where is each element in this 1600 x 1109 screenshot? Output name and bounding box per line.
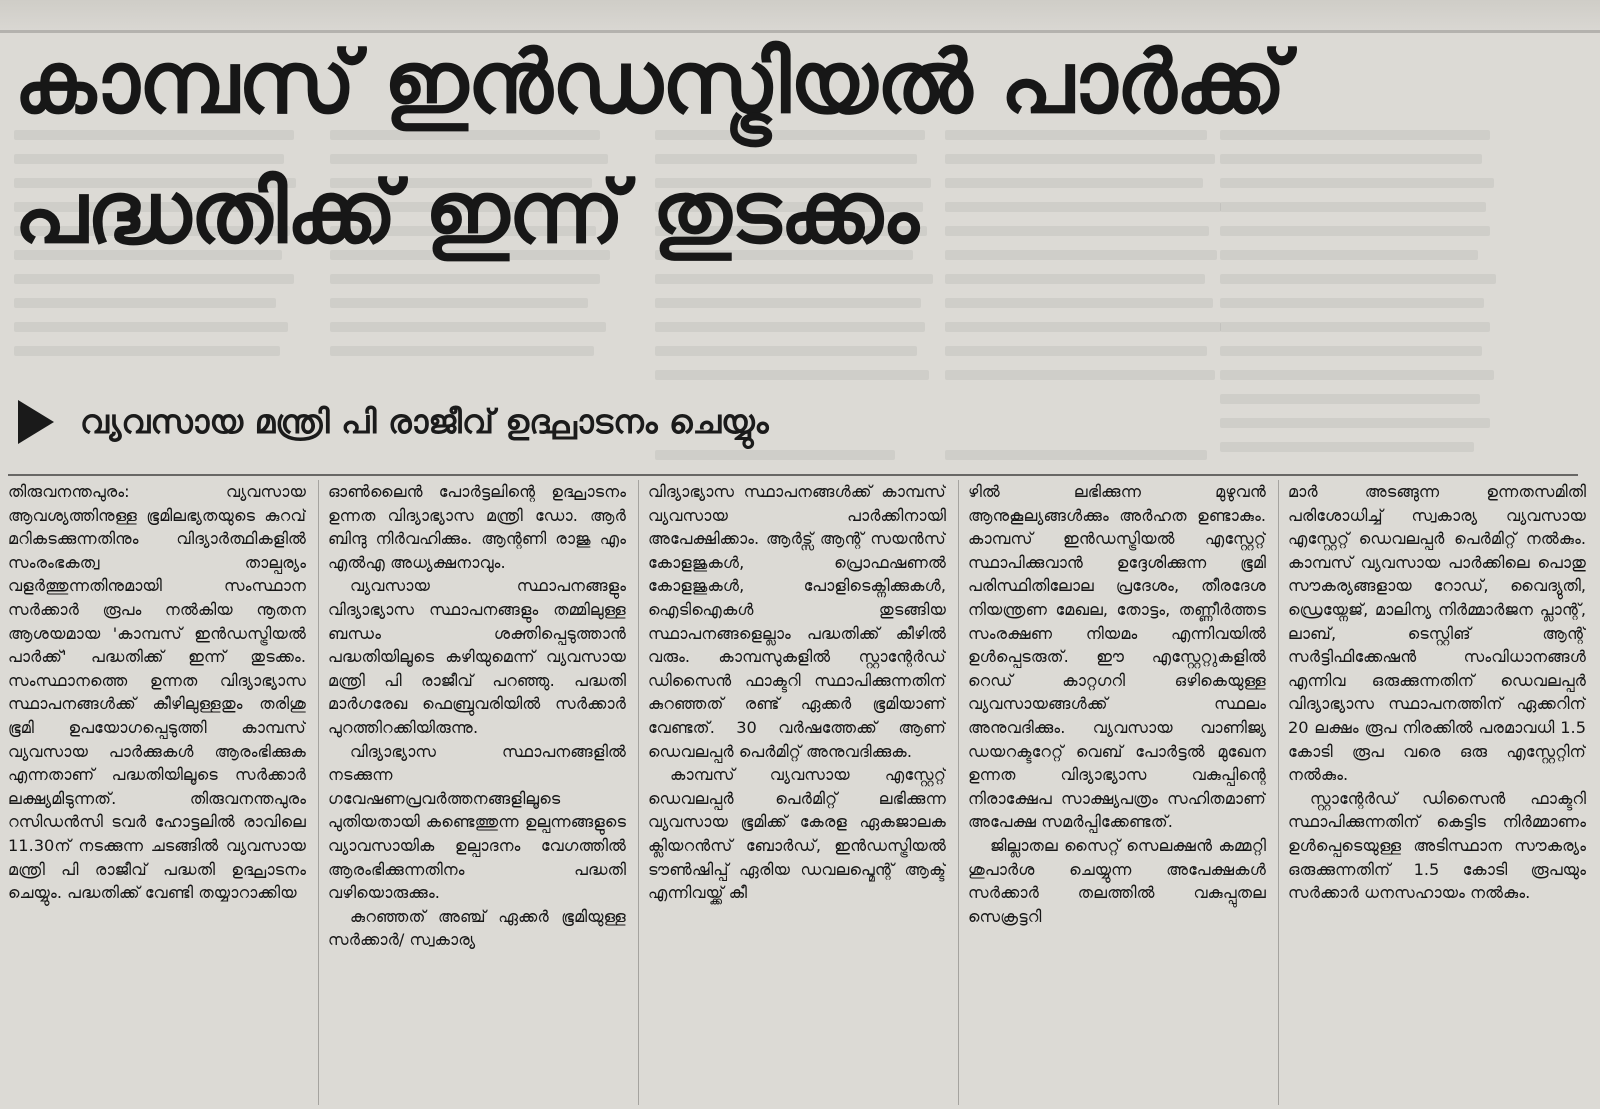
paragraph: വിദ്യാഭ്യാസ സ്ഥാപനങ്ങൾക്ക് കാമ്പസ് വ്യവസായ പാർക്കിനായി അപേക്ഷിക്കാം. ആർട്സ് ആന്റ് സയൻസ് കോളജുകൾ, പ്രൊഫഷണൽ കോളജുകൾ, പോളിടെക്നിക്കുകൾ, ഐടിഐകൾ തുടങ്ങിയ സ്ഥാപനങ്ങളെല്ലാം പദ്ധതിക്ക് കീഴിൽ വരും. കാമ്പസുകളിൽ സ്റ്റാന്റേർഡ് ഡിസൈൻ ഫാക്ടറി സ്ഥാപിക്കുന്നതിന് കുറഞ്ഞത് രണ്ട് ഏക്കർ ഭൂമിയാണ് വേണ്ടത്. 30 വർഷത്തേക്ക് ആണ് ഡെവലപ്പർ പെർമിറ്റ് അനുവദിക്കുക.: [648, 482, 946, 761]
article-column-1: [8, 480, 306, 1105]
column-separator: [958, 480, 959, 1105]
paragraph: കുറഞ്ഞത് അഞ്ച് ഏക്കർ ഭൂമിയുള്ള സർക്കാർ/ സ്വകാര്യ: [328, 906, 626, 950]
subheadline: [18, 392, 769, 452]
paragraph: വിദ്യാഭ്യാസ സ്ഥാപനങ്ങളിൽ നടക്കുന്ന ഗവേഷണപ്രവർത്തനങ്ങളിലൂടെ പുതിയതായി കണ്ടെത്തുന്ന ഉല്പന്നങ്ങളുടെ വ്യാവസായിക ഉല്പാദനം വേഗത്തിൽ ആരംഭിക്കുന്നതിനം പദ്ധതി വഴിയൊരുക്കും.: [328, 741, 626, 903]
subheadline-text: വ്യവസായ മന്ത്രി പി രാജീവ് ഉദ്ഘാടനം ചെയ്യും: [80, 402, 769, 441]
article-column-5: [1288, 480, 1586, 1105]
paragraph: വ്യവസായ സ്ഥാപനങ്ങളും വിദ്യാഭ്യാസ സ്ഥാപനങ്ങളും തമ്മിലുള്ള ബന്ധം ശക്തിപ്പെടുത്താൻ പദ്ധതിയിലൂടെ കഴിയുമെന്ന് വ്യവസായ മന്ത്രി പി രാജീവ് പറഞ്ഞു. പദ്ധതി മാർഗരേഖ ഫെബ്രുവരിയിൽ സർക്കാർ പുറത്തിറക്കിയിരുന്നു.: [328, 576, 626, 737]
article-body: [8, 480, 1588, 1105]
article-column-3: [648, 480, 946, 1105]
column-separator: [638, 480, 639, 1105]
paragraph: കാമ്പസ് വ്യവസായ എസ്റ്റേറ്റ് ഡെവലപ്പർ പെർമിറ്റ് ലഭിക്കുന്ന വ്യവസായ ഭൂമിക്ക് കേരള ഏകജാലക ക്ലിയറൻസ് ബോർഡ്, ഇൻഡസ്ട്രിയൽ ടൗൺഷിപ്പ് ഏരിയ ഡവലപ്മെന്റ് ആക്ട് എന്നിവയ്ക്ക് കീ: [648, 765, 946, 903]
article-column-4: [968, 480, 1266, 1105]
page-top-strip: [0, 0, 1600, 30]
triangle-bullet-icon: [18, 400, 54, 444]
paragraph: ഓൺലൈൻ പോർട്ടലിന്റെ ഉദ്ഘാടനം ഉന്നത വിദ്യാഭ്യാസ മന്ത്രി ഡോ. ആർ ബിന്ദു നിർവഹിക്കും. ആന്റണി രാജു എം എൽഎ അധ്യക്ഷനാവും.: [328, 482, 626, 572]
headline: [14, 30, 1514, 266]
paragraph: ഴിൽ ലഭിക്കുന്ന മുഴുവൻ ആനുകൂല്യങ്ങൾക്കും അർഹത ഉണ്ടാകും. കാമ്പസ് ഇൻഡസ്ട്രിയൽ എസ്റ്റേറ്റ് സ്ഥാപിക്കുവാൻ ഉദ്ദേശിക്കുന്ന ഭൂമി പരിസ്ഥിതിലോല പ്രദേശം, തീരദേശ നിയന്ത്രണ മേഖല, തോട്ടം, തണ്ണീർത്തട സംരക്ഷണ നിയമം എന്നിവയിൽ ഉൾപ്പെടരുത്. ഈ എസ്റ്റേറ്റുകളിൽ റെഡ് കാറ്റഗറി ഒഴികെയുള്ള വ്യവസായങ്ങൾക്ക് സ്ഥലം അനുവദിക്കും. വ്യവസായ വാണിജ്യ ഡയറക്ടറേറ്റ് വെബ് പോർട്ടൽ മുഖേന ഉന്നത വിദ്യാഭ്യാസ വകുപ്പിന്റെ നിരാക്ഷേപ സാക്ഷ്യപത്രം സഹിതമാണ് അപേക്ഷ സമർപ്പിക്കേണ്ടത്.: [968, 482, 1266, 832]
paragraph: സ്റ്റാന്റേർഡ് ഡിസൈൻ ഫാക്ടറി സ്ഥാപിക്കുന്നതിന് കെട്ടിട നിർമ്മാണം ഉൾപ്പെടെയുള്ള അടിസ്ഥാന സൗകര്യം ഒരുക്കുന്നതിന് 1.5 കോടി രൂപയും സർക്കാർ ധനസഹായം നൽകും.: [1288, 788, 1586, 903]
column-separator: [318, 480, 319, 1105]
headline-line-2: പദ്ധതിക്ക് ഇന്ന് തുടക്കം: [14, 163, 918, 263]
column-separator: [1278, 480, 1279, 1105]
paragraph: മാർ അടങ്ങുന്ന ഉന്നതസമിതി പരിശോധിച്ച് സ്വകാര്യ വ്യവസായ എസ്റ്റേറ്റ് ഡെവലപ്പർ പെർമിറ്റ് നൽകും. കാമ്പസ് വ്യവസായ പാർക്കിലെ പൊതു സൗകര്യങ്ങളായ റോഡ്, വൈദ്യുതി, ഡ്രെയ്നേജ്, മാലിന്യ നിർമ്മാർജന പ്ലാന്റ്, ലാബ്, ടെസ്റ്റിങ് ആന്റ് സർട്ടിഫിക്കേഷൻ സംവിധാനങ്ങൾ എന്നിവ ഒരുക്കുന്നതിന് ഡെവലപ്പർ വിദ്യാഭ്യാസ സ്ഥാപനത്തിന് ഏക്കറിന് 20 ലക്ഷം രൂപ നിരക്കിൽ പരമാവധി 1.5 കോടി രൂപ വരെ ഒരു എസ്റ്റേറ്റിന് നൽകും.: [1288, 482, 1586, 785]
headline-line-1: കാമ്പസ് ഇൻഡസ്ട്രിയൽ പാർക്ക്: [14, 33, 1285, 133]
article-column-2: [328, 480, 626, 1105]
paragraph: ജില്ലാതല സൈറ്റ് സെലക്ഷൻ കമ്മറ്റി ശുപാർശ ചെയ്യുന്ന അപേക്ഷകൾ സർക്കാർ തലത്തിൽ വകുപ്പുതല സെക്രട്ടറി: [968, 835, 1266, 926]
section-divider: [8, 474, 1578, 476]
paragraph: തിരുവനന്തപുരം: വ്യവസായ ആവശ്യത്തിനുള്ള ഭൂമിലഭ്യതയുടെ കുറവ് മറികടക്കുന്നതിനും വിദ്യാർത്ഥികളിൽ സംരംഭകത്വ താല്പര്യം വളർത്തുന്നതിനുമായി സംസ്ഥാന സർക്കാർ രൂപം നൽകിയ നൂതന ആശയമായ 'കാമ്പസ് ഇൻഡസ്ട്രിയൽ പാർക്ക്' പദ്ധതിക്ക് ഇന്ന് തുടക്കം. സംസ്ഥാനത്തെ ഉന്നത വിദ്യാഭ്യാസ സ്ഥാപനങ്ങൾക്ക് കീഴിലുള്ളതും തരിശു ഭൂമി ഉപയോഗപ്പെടുത്തി കാമ്പസ് വ്യവസായ പാർക്കുകൾ ആരംഭിക്കുക എന്നതാണ് പദ്ധതിയിലൂടെ സർക്കാർ ലക്ഷ്യമിടുന്നത്. തിരുവനന്തപുരം റസിഡൻസി ടവർ ഹോട്ടലിൽ രാവിലെ 11.30ന് നടക്കുന്ന ചടങ്ങിൽ വ്യവസായ മന്ത്രി പി രാജീവ് പദ്ധതി ഉദ്ഘാടനം ചെയ്യും. പദ്ധതിക്ക് വേണ്ടി തയ്യാറാക്കിയ: [8, 482, 306, 903]
